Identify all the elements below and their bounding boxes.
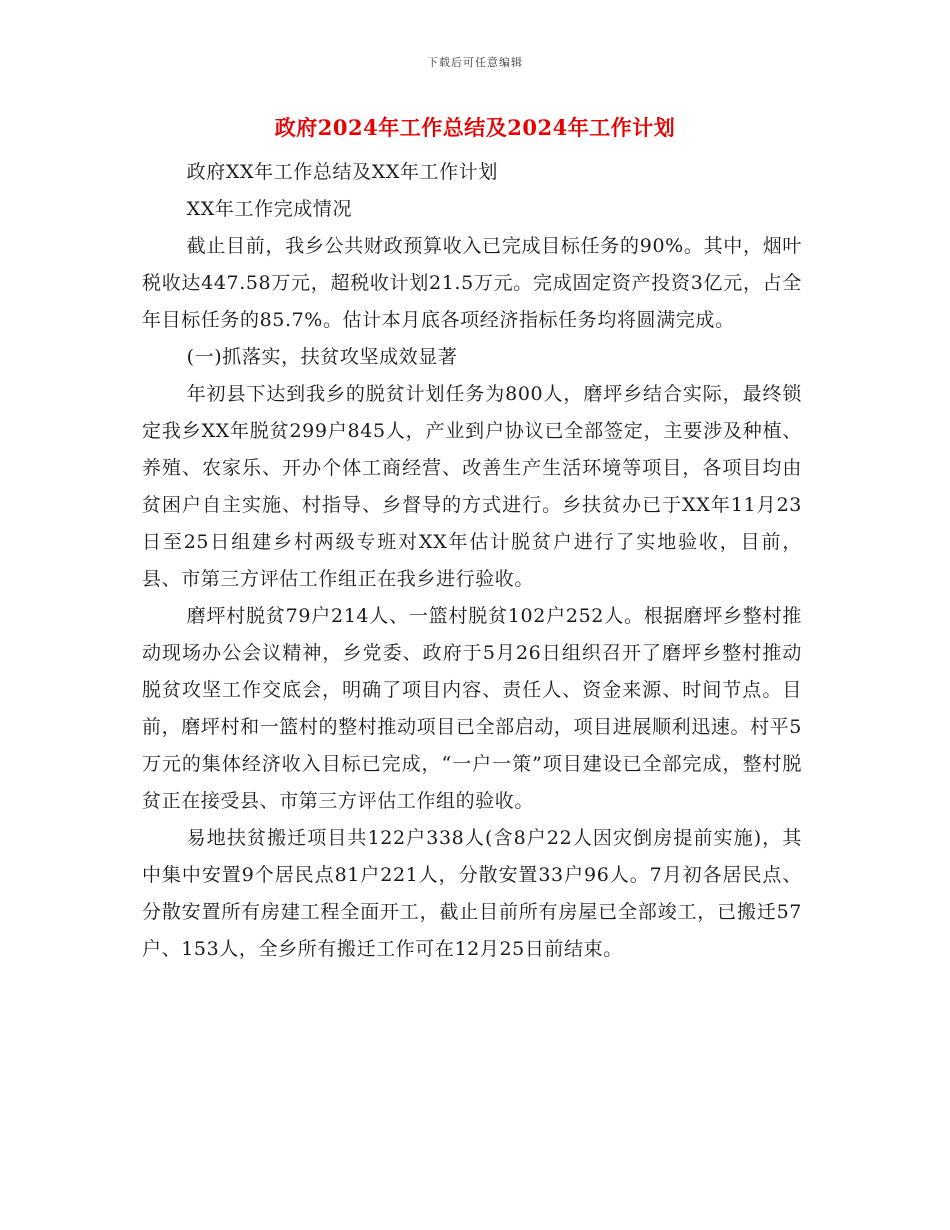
paragraph-subtitle: 政府XX年工作总结及XX年工作计划 — [186, 161, 498, 183]
document-body — [142, 154, 802, 968]
paragraph-village-progress: 磨坪村脱贫79户214人、一篮村脱贫102户252人。根据磨坪乡整村推动现场办公会议精神，乡党委、政府于5月26日组织召开了磨坪乡整村推动脱贫攻坚工作交底会，明确了项目内容、责任人、资金来源、时间节点。目前，磨坪村和一篮村的整村推动项目已全部启动，项目进展顺利迅速。村平5万元的集体经济收入目标已完成，“一户一策”项目建设已全部完成，整村脱贫正在接受县、市第三方评估工作组的验收。 — [142, 605, 802, 812]
paragraph-poverty-plan: 年初县下达到我乡的脱贫计划任务为800人，磨坪乡结合实际，最终锁定我乡XX年脱贫299户845人，产业到户协议已全部签定，主要涉及种植、养殖、农家乐、开办个体工商经营、改善生产生活环境等项目，各项目均由贫困户自主实施、村指导、乡督导的方式进行。乡扶贫办已于XX年11月23日至25日组建乡村两级专班对XX年估计脱贫户进行了实地验收，目前，县、市第三方评估工作组正在我乡进行验收。 — [142, 383, 802, 590]
paragraph-section-heading: XX年工作完成情况 — [186, 198, 353, 220]
paragraph-relocation: 易地扶贫搬迁项目共122户338人(含8户22人因灾倒房提前实施)，其中集中安置9个居民点81户221人，分散安置33户96人。7月初各居民点、分散安置所有房建工程全面开工，截止目前所有房屋已全部竣工，已搬迁57户、153人，全乡所有搬迁工作可在12月25日前结束。 — [142, 827, 802, 960]
header-note: 下载后可任意编辑 — [427, 56, 523, 69]
paragraph-budget-summary: 截止目前，我乡公共财政预算收入已完成目标任务的90%。其中，烟叶税收达447.58万元，超税收计划21.5万元。完成固定资产投资3亿元，占全年目标任务的85.7%。估计本月底各项经济指标任务均将圆满完成。 — [142, 235, 802, 331]
paragraph-subsection-heading: (一)抓落实，扶贫攻坚成效显著 — [186, 346, 458, 368]
document-title: 政府2024年工作总结及2024年工作计划 — [274, 115, 676, 140]
